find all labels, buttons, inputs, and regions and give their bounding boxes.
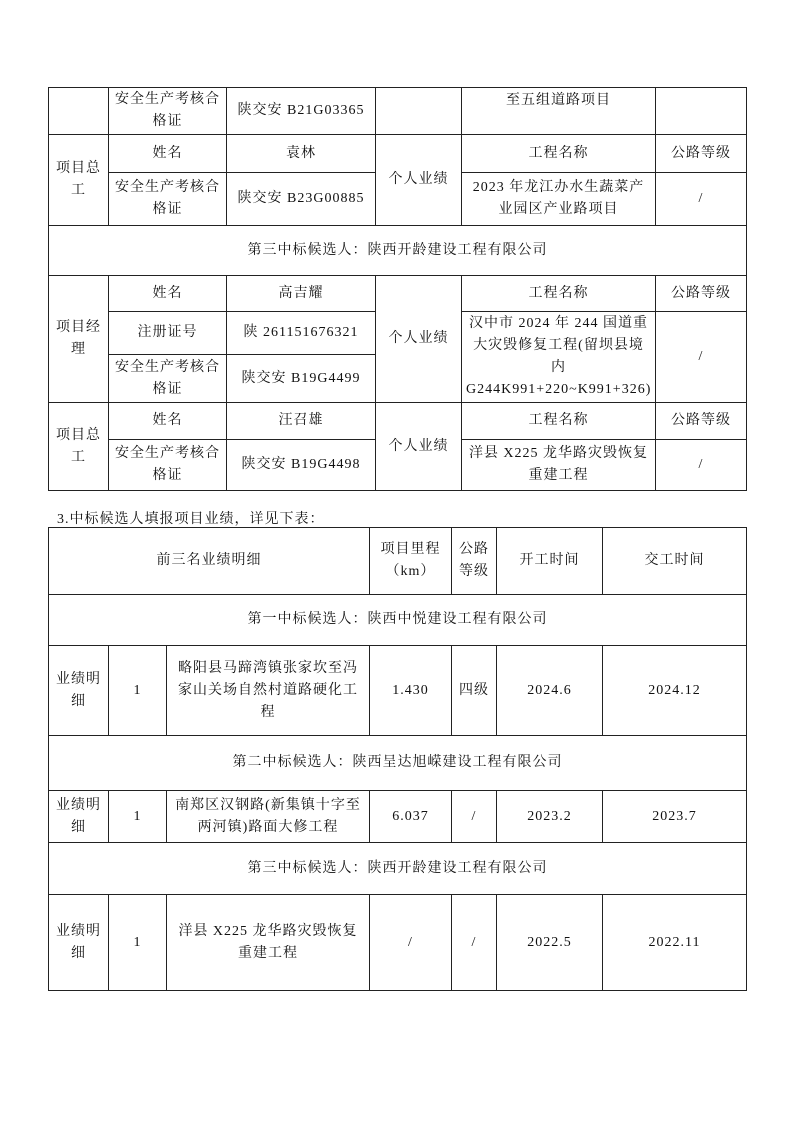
cell-empty xyxy=(49,88,109,135)
length-value: 1.430 xyxy=(370,646,452,736)
length-value: 6.037 xyxy=(370,791,452,843)
grade-value: / xyxy=(656,440,747,491)
cert-value: 陕交安 B19G4499 xyxy=(227,355,376,403)
end-date: 2024.12 xyxy=(603,646,747,736)
project-header: 工程名称 xyxy=(462,135,656,173)
role-label: 项目总工 xyxy=(49,135,109,226)
cell-empty xyxy=(656,88,747,135)
section-title: 第三中标候选人：陕西开龄建设工程有限公司 xyxy=(49,843,747,895)
cell-empty xyxy=(376,88,462,135)
grade-header: 公路等级 xyxy=(656,403,747,440)
section-title: 第二中标候选人：陕西呈达旭嵘建设工程有限公司 xyxy=(49,736,747,791)
project-name: 略阳县马蹄湾镇张家坎至冯家山关场自然村道路硬化工程 xyxy=(167,646,370,736)
cert-label: 安全生产考核合格证 xyxy=(109,440,227,491)
project-name: 洋县 X225 龙华路灾毁恢复重建工程 xyxy=(167,895,370,991)
header-end: 交工时间 xyxy=(603,528,747,595)
grade-value: / xyxy=(656,173,747,226)
performance-label: 个人业绩 xyxy=(376,403,462,491)
row-label: 业绩明细 xyxy=(49,895,109,991)
start-date: 2023.2 xyxy=(497,791,603,843)
personnel-table xyxy=(48,87,747,491)
grade-value: / xyxy=(656,312,747,403)
header-start: 开工时间 xyxy=(497,528,603,595)
grade-value: / xyxy=(452,791,497,843)
row-label: 业绩明细 xyxy=(49,791,109,843)
project-header: 工程名称 xyxy=(462,276,656,312)
section-title: 第三中标候选人：陕西开龄建设工程有限公司 xyxy=(49,226,747,276)
name-label: 姓名 xyxy=(109,135,227,173)
cert-label: 安全生产考核合格证 xyxy=(109,355,227,403)
header-detail: 前三名业绩明细 xyxy=(49,528,370,595)
header-grade: 公路等级 xyxy=(452,528,497,595)
name-value: 汪召雄 xyxy=(227,403,376,440)
header-length: 项目里程（km） xyxy=(370,528,452,595)
role-label: 项目总工 xyxy=(49,403,109,491)
row-number: 1 xyxy=(109,791,167,843)
cert-label: 安全生产考核合格证 xyxy=(109,173,227,226)
cert-value: 陕交安 B19G4498 xyxy=(227,440,376,491)
project-name: 至五组道路项目 xyxy=(462,88,656,135)
section-title: 第一中标候选人：陕西中悦建设工程有限公司 xyxy=(49,595,747,646)
grade-header: 公路等级 xyxy=(656,276,747,312)
performance-label: 个人业绩 xyxy=(376,276,462,403)
row-label: 业绩明细 xyxy=(49,646,109,736)
grade-header: 公路等级 xyxy=(656,135,747,173)
cert-label: 安全生产考核合格证 xyxy=(109,88,227,135)
end-date: 2023.7 xyxy=(603,791,747,843)
table-row xyxy=(49,895,747,991)
cert-value: 陕交安 B23G00885 xyxy=(227,173,376,226)
start-date: 2024.6 xyxy=(497,646,603,736)
end-date: 2022.11 xyxy=(603,895,747,991)
row-number: 1 xyxy=(109,895,167,991)
name-label: 姓名 xyxy=(109,403,227,440)
cert-value: 陕交安 B21G03365 xyxy=(227,88,376,135)
project-header: 工程名称 xyxy=(462,403,656,440)
performance-label: 个人业绩 xyxy=(376,135,462,226)
name-label: 姓名 xyxy=(109,276,227,312)
project-name: 洋县 X225 龙华路灾毁恢复重建工程 xyxy=(462,440,656,491)
table-row xyxy=(49,646,747,736)
performance-table xyxy=(48,527,747,991)
section-caption: 3.中标候选人填报项目业绩，详见下表： xyxy=(57,512,325,527)
name-value: 袁林 xyxy=(227,135,376,173)
grade-value: 四级 xyxy=(452,646,497,736)
reg-label: 注册证号 xyxy=(109,312,227,355)
name-value: 高吉耀 xyxy=(227,276,376,312)
length-value: / xyxy=(370,895,452,991)
project-name: 汉中市 2024 年 244 国道重大灾毁修复工程(留坝县境内 G244K991+220~K991+326) xyxy=(462,312,656,403)
reg-value: 陕 261151676321 xyxy=(227,312,376,355)
table-row xyxy=(49,791,747,843)
grade-value: / xyxy=(452,895,497,991)
project-name: 南郑区汉钢路(新集镇十字至两河镇)路面大修工程 xyxy=(167,791,370,843)
start-date: 2022.5 xyxy=(497,895,603,991)
role-label: 项目经理 xyxy=(49,276,109,403)
project-name: 2023 年龙江办水生蔬菜产业园区产业路项目 xyxy=(462,173,656,226)
row-number: 1 xyxy=(109,646,167,736)
